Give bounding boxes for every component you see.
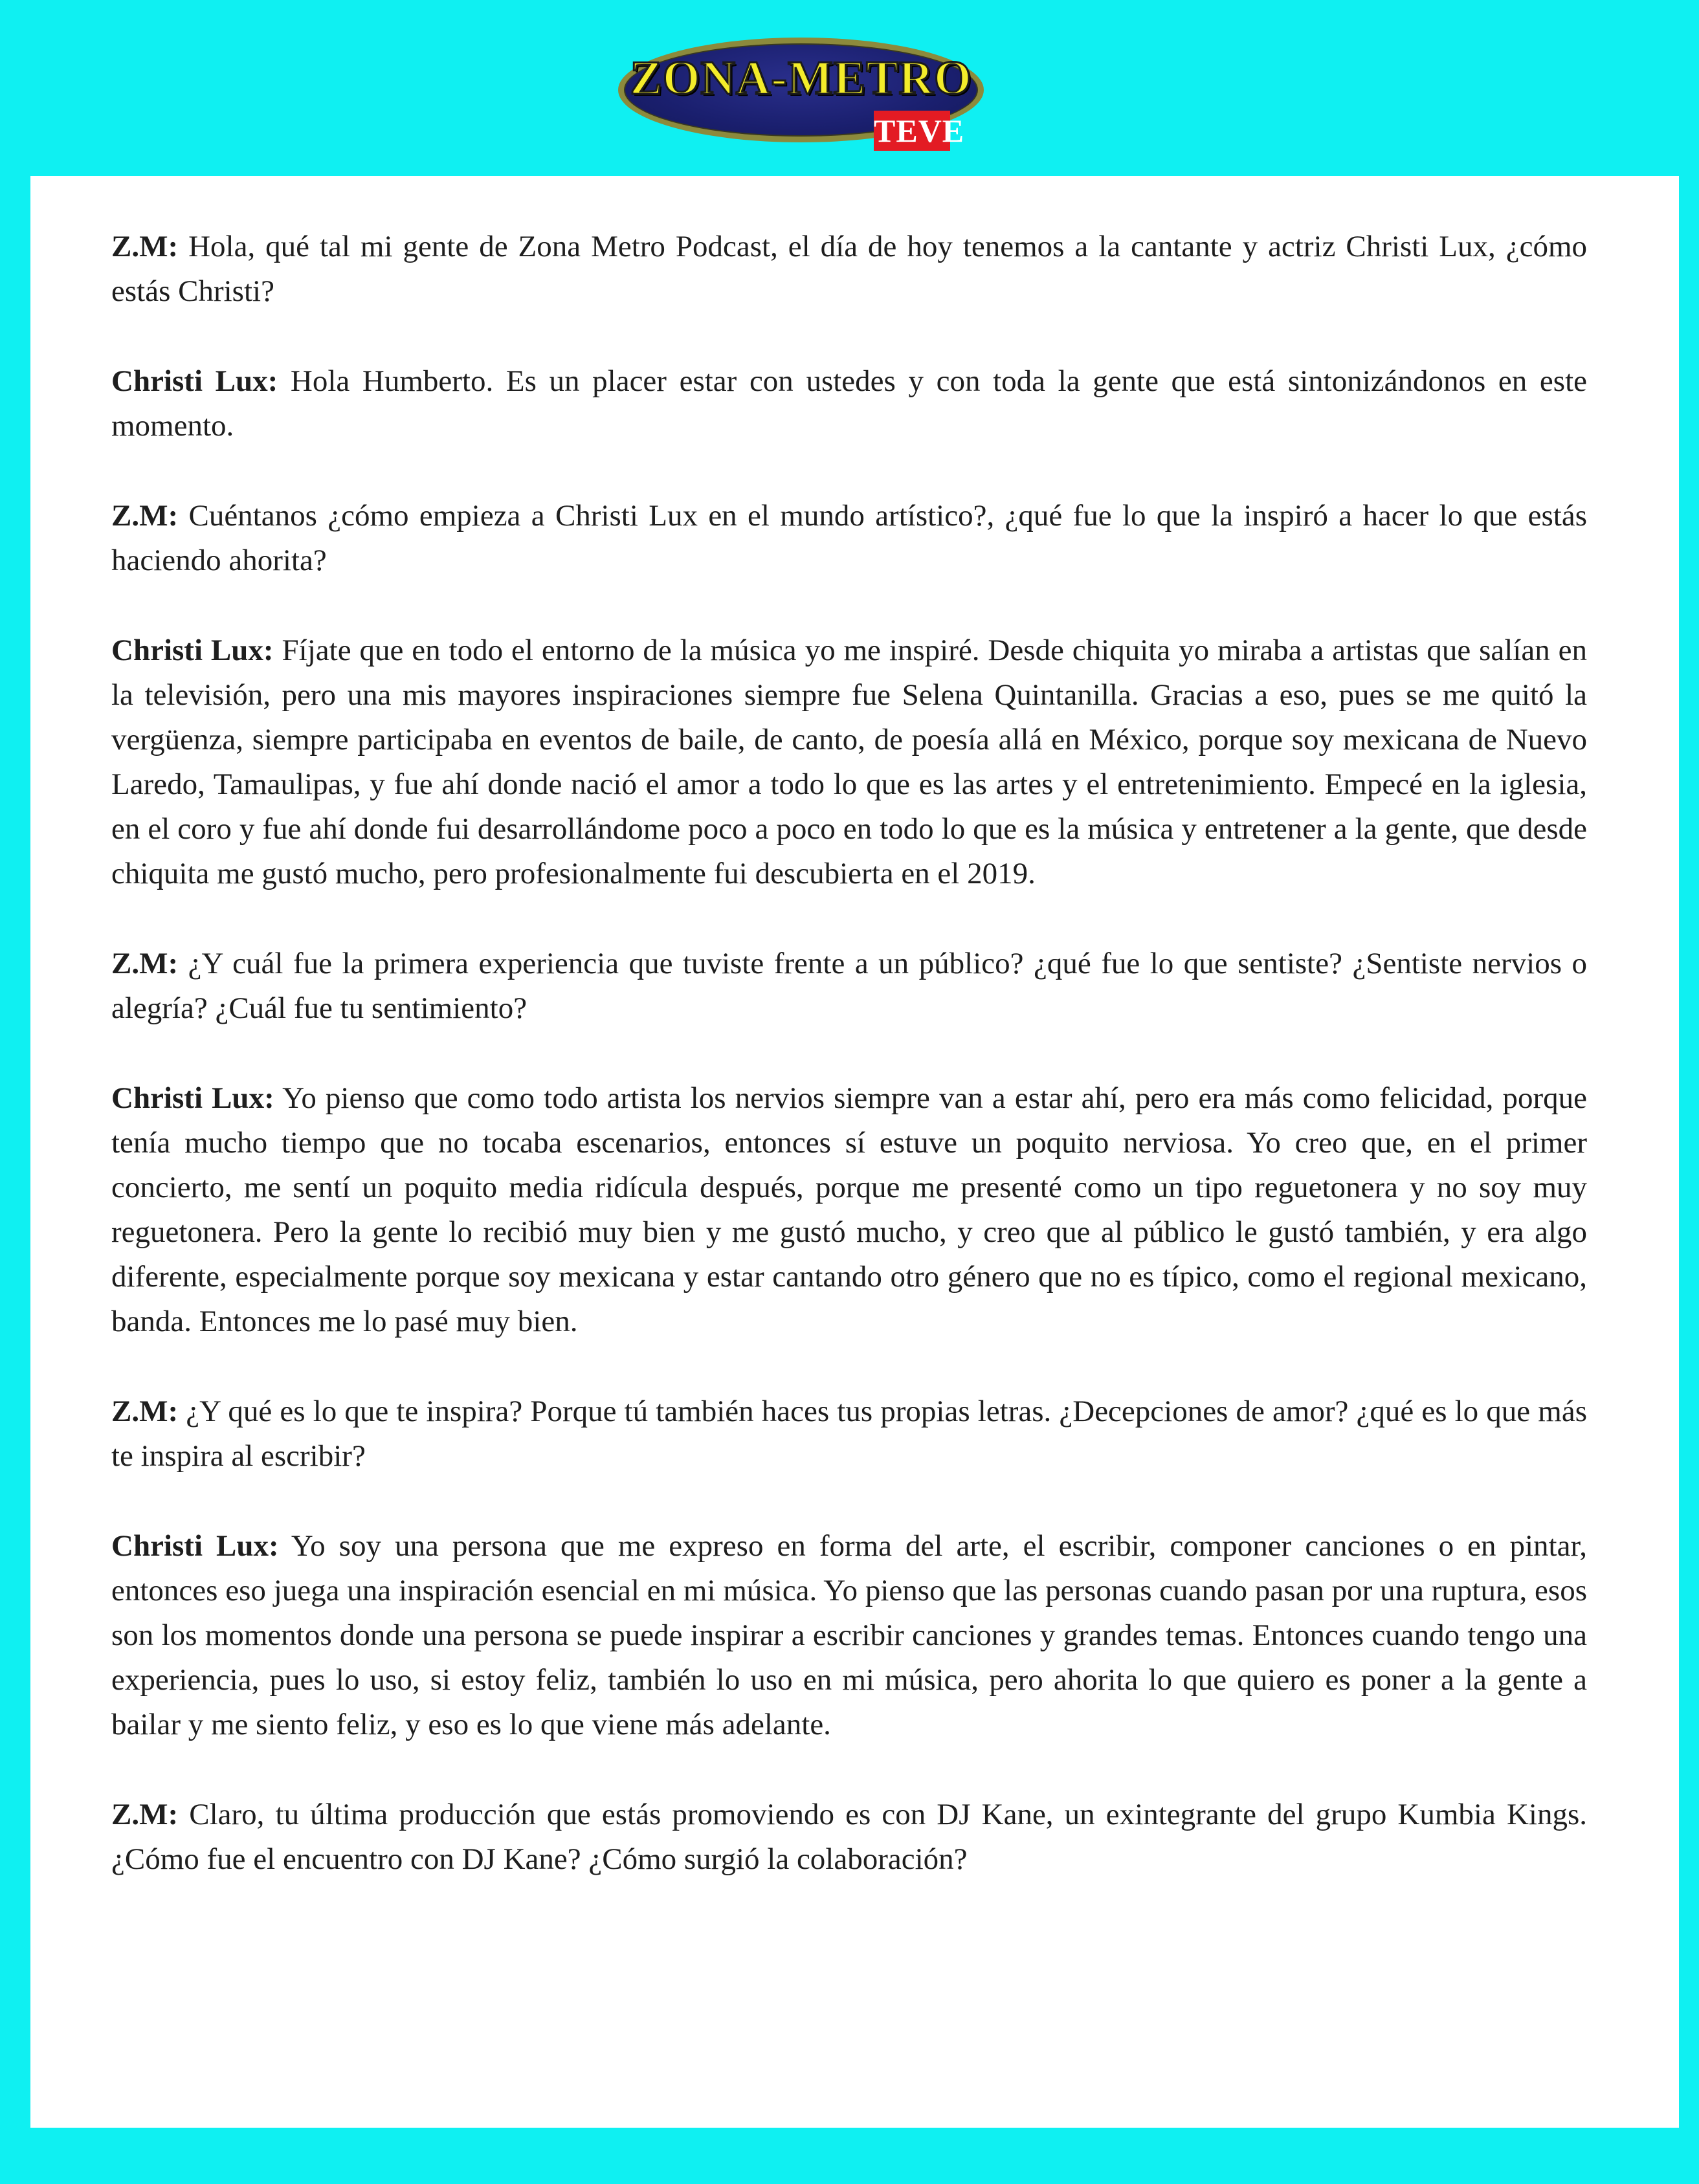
interview-entry (111, 225, 1587, 314)
entry-text: Yo pienso que como todo artista los nervios siempre van a estar ahí, pero era más como felicidad, porque tenía mucho tiempo que no tocaba escenarios, entonces sí estuve un poquito nerviosa. Yo creo que, en el primer concierto, me sentí un poquito media ridícula después, porque me presenté como un tipo reguetonera y no soy muy reguetonera. Pero la gente lo recibió muy bien y me gustó mucho, y creo que al público le gustó también, y era algo diferente, especialmente porque soy mexicana y estar cantando otro género que no es típico, como el regional mexicano, banda. Entonces me lo pasé muy bien. (111, 1081, 1587, 1338)
entry-text: Cuéntanos ¿cómo empieza a Christi Lux en el mundo artístico?, ¿qué fue lo que la inspiró a hacer lo que estás haciendo ahorita? (111, 499, 1587, 577)
speaker-label: Christi Lux: (111, 634, 274, 667)
interview-entry (111, 1076, 1587, 1344)
entry-text: ¿Y cuál fue la primera experiencia que tuviste frente a un público? ¿qué fue lo que sentiste? ¿Sentiste nervios o alegría? ¿Cuál fue tu sentimiento? (111, 947, 1587, 1025)
interview-entry (111, 1389, 1587, 1479)
speaker-label: Z.M: (111, 1798, 179, 1831)
interview-entry (111, 1792, 1587, 1882)
interview-entry (111, 494, 1587, 583)
zona-metro-teve-logo (618, 38, 990, 151)
speaker-label: Z.M: (111, 499, 179, 533)
interview-entry (111, 942, 1587, 1031)
speaker-label: Christi Lux: (111, 364, 278, 398)
entry-text: Fíjate que en todo el entorno de la música yo me inspiré. Desde chiquita yo miraba a artistas que salían en la televisión, pero una mis mayores inspiraciones siempre fue Selena Quintanilla. Gracias a eso, pues se me quitó la vergüenza, siempre participaba en eventos de baile, de canto, de poesía allá en México, porque soy mexicana de Nuevo Laredo, Tamaulipas, y fue ahí donde nació el amor a todo lo que es las artes y el entretenimiento. Empecé en la iglesia, en el coro y fue ahí donde fui desarrollándome poco a poco en todo lo que es la música y entretener a la gente, que desde chiquita me gustó mucho, pero profesionalmente fui descubierta en el 2019. (111, 634, 1588, 890)
logo-sub-text: TEVE (874, 111, 950, 151)
interview-entry (111, 628, 1587, 896)
entry-text: ¿Y qué es lo que te inspira? Porque tú también haces tus propias letras. ¿Decepciones de amor? ¿qué es lo que más te inspira al escribir? (111, 1395, 1588, 1473)
logo-main-text: ZONA-METRO (630, 52, 972, 105)
entry-text: Hola, qué tal mi gente de Zona Metro Podcast, el día de hoy tenemos a la cantante y actriz Christi Lux, ¿cómo estás Christi? (111, 230, 1588, 308)
interview-transcript (111, 225, 1587, 1927)
speaker-label: Christi Lux: (111, 1081, 274, 1115)
speaker-label: Z.M: (111, 230, 179, 263)
entry-text: Hola Humberto. Es un placer estar con ustedes y con toda la gente que está sintonizándonos en este momento. (111, 364, 1588, 443)
speaker-label: Z.M: (111, 947, 179, 980)
interview-entry (111, 359, 1587, 448)
entry-text: Claro, tu última producción que estás promoviendo es con DJ Kane, un exintegrante del grupo Kumbia Kings. ¿Cómo fue el encuentro con DJ Kane? ¿Cómo surgió la colaboración? (111, 1798, 1587, 1876)
entry-text: Yo soy una persona que me expreso en forma del arte, el escribir, componer canciones o en pintar, entonces eso juega una inspiración esencial en mi música. Yo pienso que las personas cuando pasan por una ruptura, esos son los momentos donde una persona se puede inspirar a escribir canciones y grandes temas. Entonces cuando tengo una experiencia, pues lo uso, si estoy feliz, también lo uso en mi música, pero ahorita lo que quiero es poner a la gente a bailar y me siento feliz, y eso es lo que viene más adelante. (111, 1529, 1587, 1741)
speaker-label: Z.M: (111, 1395, 179, 1428)
speaker-label: Christi Lux: (111, 1529, 279, 1563)
interview-entry (111, 1524, 1587, 1747)
